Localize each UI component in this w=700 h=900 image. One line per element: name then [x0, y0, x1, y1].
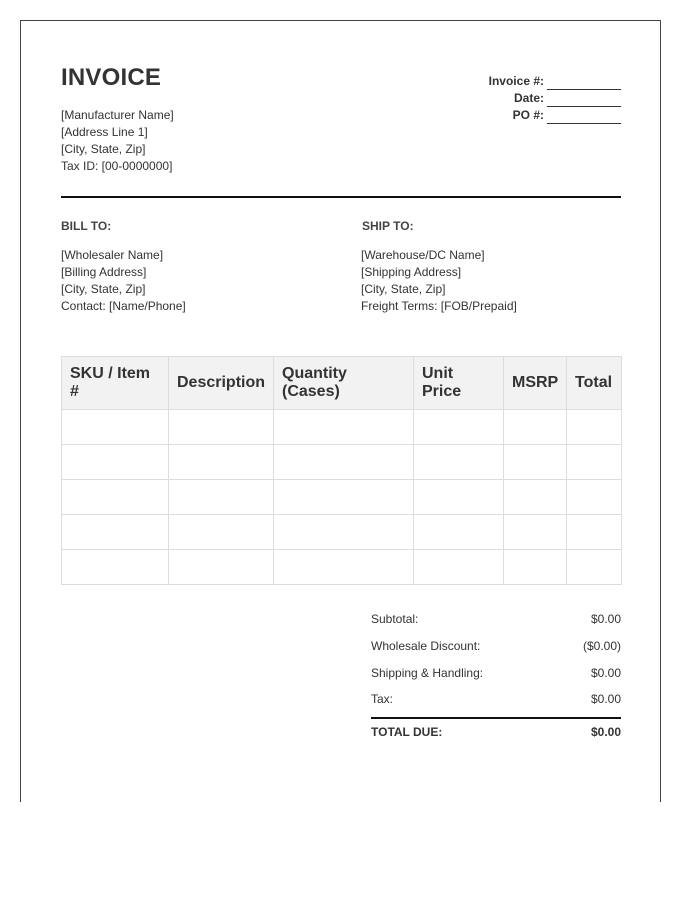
column-header-description: Description [169, 357, 274, 410]
bill-to-line: [Wholesaler Name] [61, 248, 164, 262]
table-cell[interactable] [169, 445, 274, 480]
ship-to-line: [City, State, Zip] [361, 282, 446, 296]
table-cell[interactable] [414, 410, 504, 445]
table-cell[interactable] [62, 480, 169, 515]
table-cell[interactable] [567, 410, 622, 445]
invoice-number-field[interactable] [547, 77, 621, 90]
table-row [62, 550, 622, 585]
totals-section [371, 606, 621, 739]
table-cell[interactable] [62, 410, 169, 445]
table-cell[interactable] [567, 480, 622, 515]
table-cell[interactable] [567, 445, 622, 480]
shipping-label: Shipping & Handling: [371, 665, 484, 680]
table-cell[interactable] [169, 515, 274, 550]
header-divider [61, 196, 621, 198]
manufacturer-city: [City, State, Zip] [61, 142, 146, 156]
column-header-quantity: Quantity (Cases) [274, 357, 414, 410]
total-due-label: TOTAL DUE: [371, 724, 443, 739]
table-cell[interactable] [504, 480, 567, 515]
manufacturer-address: [Address Line 1] [61, 125, 148, 139]
invoice-meta [489, 73, 621, 124]
bill-to-heading: BILL TO: [61, 219, 112, 233]
table-cell[interactable] [414, 480, 504, 515]
totals-divider [371, 717, 621, 719]
table-cell[interactable] [414, 515, 504, 550]
column-header-msrp: MSRP [504, 357, 567, 410]
table-cell[interactable] [274, 480, 414, 515]
tax-row [371, 686, 621, 713]
manufacturer-tax-id: Tax ID: [00-0000000] [61, 159, 173, 173]
table-cell[interactable] [414, 445, 504, 480]
column-header-sku: SKU / Item # [62, 357, 169, 410]
ship-to-line: [Warehouse/DC Name] [361, 248, 485, 262]
bill-to-line: [Billing Address] [61, 265, 147, 279]
table-cell[interactable] [567, 515, 622, 550]
manufacturer-info [61, 107, 174, 175]
table-cell[interactable] [504, 410, 567, 445]
po-number-label: PO #: [512, 108, 544, 122]
invoice-number-label: Invoice #: [488, 74, 544, 88]
table-header-row [62, 357, 622, 410]
table-row [62, 445, 622, 480]
column-header-unit-price: Unit Price [414, 357, 504, 410]
ship-to-line: [Shipping Address] [361, 265, 462, 279]
table-cell[interactable] [274, 515, 414, 550]
table-cell[interactable] [504, 515, 567, 550]
bill-to-address [61, 247, 186, 315]
table-cell[interactable] [62, 550, 169, 585]
bill-to-line: [City, State, Zip] [61, 282, 146, 296]
po-number-field[interactable] [547, 111, 621, 124]
ship-to-address [361, 247, 517, 315]
po-number-row [489, 107, 621, 124]
table-cell[interactable] [414, 550, 504, 585]
subtotal-row [371, 606, 621, 633]
wholesale-discount-label: Wholesale Discount: [371, 639, 481, 654]
bill-to-line: Contact: [Name/Phone] [61, 299, 186, 313]
table-cell[interactable] [169, 550, 274, 585]
table-row [62, 410, 622, 445]
date-label: Date: [513, 91, 544, 105]
table-cell[interactable] [169, 480, 274, 515]
ship-to-line: Freight Terms: [FOB/Prepaid] [361, 299, 517, 313]
table-row [62, 515, 622, 550]
table-cell[interactable] [62, 445, 169, 480]
table-cell[interactable] [274, 445, 414, 480]
table-row [62, 480, 622, 515]
subtotal-label: Subtotal: [371, 612, 419, 627]
table-cell[interactable] [567, 550, 622, 585]
date-row [489, 90, 621, 107]
tax-value: $0.00 [590, 692, 621, 707]
invoice-title: INVOICE [61, 64, 162, 91]
invoice-number-row [489, 73, 621, 90]
column-header-total: Total [567, 357, 622, 410]
table-cell[interactable] [274, 550, 414, 585]
shipping-row [371, 659, 621, 686]
table-cell[interactable] [504, 445, 567, 480]
manufacturer-name: [Manufacturer Name] [61, 108, 174, 122]
total-due-value: $0.00 [590, 724, 621, 739]
wholesale-discount-value: ($0.00) [582, 639, 621, 654]
table-body [62, 410, 622, 585]
table-cell[interactable] [169, 410, 274, 445]
wholesale-discount-row [371, 633, 621, 660]
subtotal-value: $0.00 [590, 612, 621, 627]
ship-to-heading: SHIP TO: [362, 219, 414, 233]
table-cell[interactable] [62, 515, 169, 550]
table-cell[interactable] [504, 550, 567, 585]
table-cell[interactable] [274, 410, 414, 445]
date-field[interactable] [547, 94, 621, 107]
line-items-table [61, 356, 622, 585]
shipping-value: $0.00 [590, 665, 621, 680]
total-due-row [371, 725, 621, 739]
tax-label: Tax: [371, 692, 394, 707]
